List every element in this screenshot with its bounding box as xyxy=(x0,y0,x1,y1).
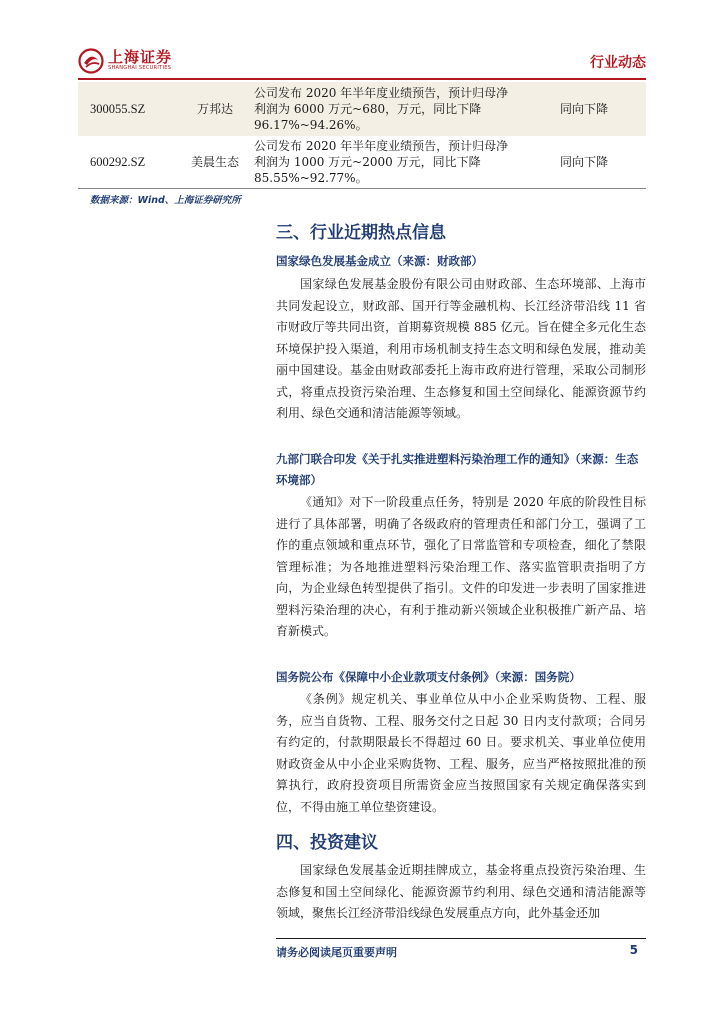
company-name: 美晨生态 xyxy=(182,136,248,189)
stock-code: 600292.SZ xyxy=(78,136,182,189)
data-source-note: 数据来源：Wind、上海证券研究所 xyxy=(90,195,241,206)
forecast-trend: 同向下降 xyxy=(522,136,646,189)
table-row xyxy=(78,136,646,189)
page-number: 5 xyxy=(629,943,638,957)
news-body-3: 《条例》规定机关、事业单位从中小企业采购货物、工程、服务，应当自货物、工程、服务交付之日起 30 日内支付款项；合同另有约定的，付款期限最长不得超过 60 日。要求机关、事业单位使用财政资金从中小企业采购货物、工程、服务，应当严格按照批准的预算执行，政府投资项目所需资金应当按照国家有关规定确保落实到位，不得由施工单位垫资建设。 xyxy=(276,692,646,814)
forecast-trend: 同向下降 xyxy=(522,82,646,136)
news-heading-3: 国务院公布《保障中小企业款项支付条例》（来源：国务院） xyxy=(276,670,581,684)
page-header xyxy=(78,44,646,80)
logo-mark-icon xyxy=(78,48,104,74)
earnings-forecast-table xyxy=(78,82,646,189)
logo-english-name: SHANGHAI SECURITIES xyxy=(108,65,172,71)
news-heading-1: 国家绿色发展基金成立（来源：财政部） xyxy=(276,254,483,268)
news-body-1: 国家绿色发展基金股份有限公司由财政部、生态环境部、上海市共同发起设立，财政部、国开行等金融机构、长江经济带沿线 11 省市财政厅等共同出资，首期募资规模 885 亿元。旨在健全多元化生态环境保护投入渠道，利用市场机制支持生态文明和绿色发展，推动美丽中国建设。基金由财政部委托上海市政府进行管理，采取公司制形式，将重点投资污染治理、生态修复和国土空间绿化、能源资源节约利用、绿色交通和清洁能源等领域。 xyxy=(276,277,646,420)
investment-advice-body: 国家绿色发展基金近期挂牌成立，基金将重点投资污染治理、生态修复和国土空间绿化、能源资源节约利用、绿色交通和清洁能源等领域，聚焦长江经济带沿线绿色发展重点方向，此外基金还加 xyxy=(276,863,646,920)
logo-chinese-name: 上海证券 xyxy=(108,48,173,66)
news-heading-2: 九部门联合印发《关于扎实推进塑料污染治理工作的通知》（来源：生态环境部） xyxy=(276,452,639,487)
forecast-description: 公司发布 2020 年半年度业绩预告，预计归母净利润为 1000 万元~2000 万元，同比下降 85.55%~92.77%。 xyxy=(248,136,522,189)
disclaimer-note: 请务必阅读尾页重要声明 xyxy=(276,946,397,959)
company-logo xyxy=(78,48,172,74)
section-3-title: 三、行业近期热点信息 xyxy=(276,223,446,243)
section-4-title: 四、投资建议 xyxy=(276,833,378,853)
report-type: 行业动态 xyxy=(590,55,646,71)
stock-code: 300055.SZ xyxy=(78,82,182,136)
table-row xyxy=(78,82,646,136)
news-body-2: 《通知》对下一阶段重点任务，特别是 2020 年底的阶段性目标进行了具体部署，明确了各级政府的管理责任和部门分工，强调了工作的重点领域和重点环节，强化了日常监管和专项检查，细化了禁限管理标准；为各地推进塑料污染治理工作、落实监管职责指明了方向，为企业绿色转型提供了指引。文件的印发进一步表明了国家推进塑料污染治理的决心，有利于推动新兴领域企业积极推广新产品、培育新模式。 xyxy=(276,495,646,638)
company-name: 万邦达 xyxy=(182,82,248,136)
forecast-description: 公司发布 2020 年半年度业绩预告，预计归母净利润为 6000 万元~680，万元，同比下降 96.17%~94.26%。 xyxy=(248,82,522,136)
page-footer xyxy=(276,938,646,963)
